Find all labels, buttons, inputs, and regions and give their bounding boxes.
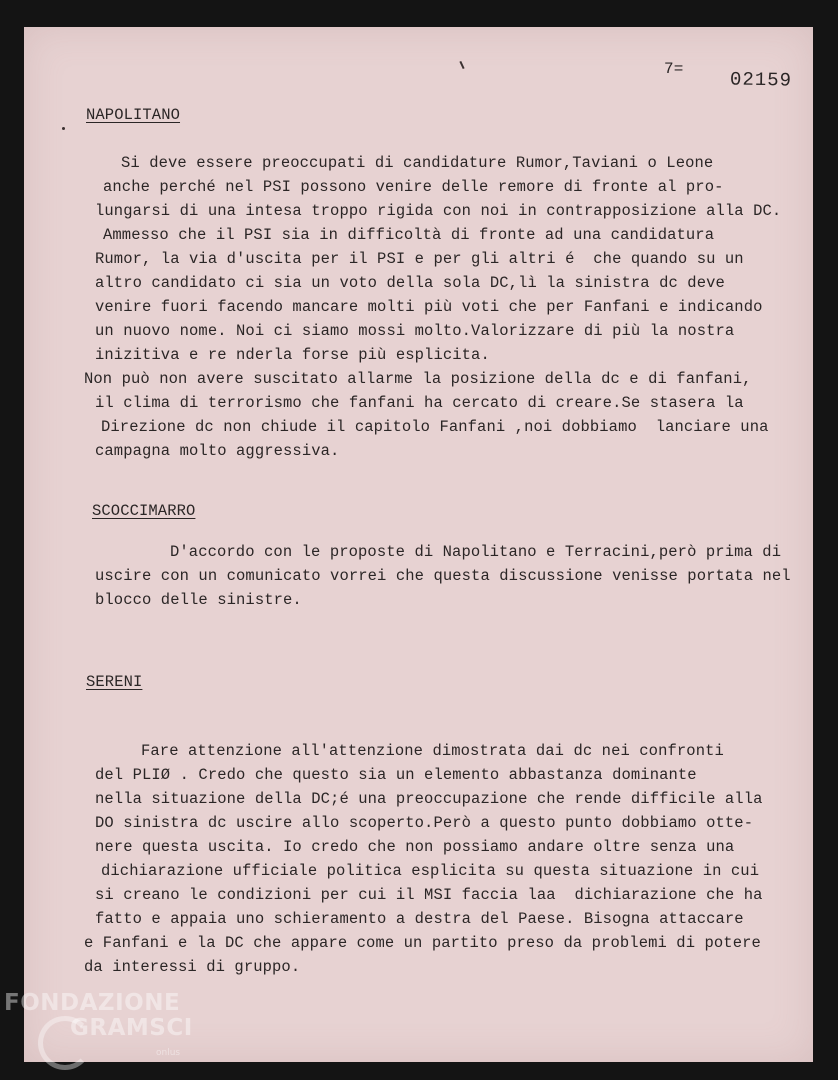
text-line: uscire con un comunicato vorrei che questa discussione venisse portata nel [95, 567, 791, 585]
text-line: Non può non avere suscitato allarme la posizione della dc e di fanfani, [84, 370, 752, 388]
text-line: Fare attenzione all'attenzione dimostrata dai dc nei confronti [141, 742, 724, 760]
text-line: Ammesso che il PSI sia in difficoltà di fronte ad una candidatura [103, 226, 715, 244]
text-line: DO sinistra dc uscire allo scoperto.Però a questo punto dobbiamo otte- [95, 814, 754, 832]
text-line: nere questa uscita. Io credo che non possiamo andare oltre senza una [95, 838, 735, 856]
watermark-line-1: FONDAZIONE [4, 990, 181, 1016]
text-line: e Fanfani e la DC che appare come un partito preso da problemi di potere [84, 934, 761, 952]
text-line: dichiarazione ufficiale politica esplicita su questa situazione in cui [101, 862, 760, 880]
text-line: venire fuori facendo mancare molti più voti che per Fanfani e indicando [95, 298, 763, 316]
text-line: blocco delle sinistre. [95, 591, 302, 609]
text-line: inizitiva e re nderla forse più esplicita. [95, 346, 490, 364]
text-line: campagna molto aggressiva. [95, 442, 340, 460]
text-line: si creano le condizioni per cui il MSI faccia laa dichiarazione che ha [95, 886, 763, 904]
ink-dot [62, 127, 65, 130]
speaker-heading-sereni: SERENI [86, 673, 143, 691]
watermark-line-2: GRAMSCI [70, 1015, 193, 1041]
text-line: il clima di terrorismo che fanfani ha cercato di creare.Se stasera la [95, 394, 744, 412]
text-line: D'accordo con le proposte di Napolitano e Terracini,però prima di [170, 543, 782, 561]
text-line: anche perché nel PSI possono venire delle remore di fronte al pro- [103, 178, 724, 196]
page-number: 7= [664, 60, 684, 78]
ink-mark [459, 61, 464, 69]
text-line: da interessi di gruppo. [84, 958, 301, 976]
speaker-heading-scoccimarro: SCOCCIMARRO [92, 502, 196, 520]
text-line: fatto e appaia uno schieramento a destra del Paese. Bisogna attaccare [95, 910, 744, 928]
text-line: Si deve essere preoccupati di candidature Rumor,Taviani o Leone [121, 154, 714, 172]
text-line: Direzione dc non chiude il capitolo Fanfani ,noi dobbiamo lanciare una [101, 418, 769, 436]
text-line: Rumor, la via d'uscita per il PSI e per gli altri é che quando su un [95, 250, 744, 268]
text-line: altro candidato ci sia un voto della sola DC,lì la sinistra dc deve [95, 274, 725, 292]
text-line: del PLIØ . Credo che questo sia un elemento abbastanza dominante [95, 766, 697, 784]
text-line: un nuovo nome. Noi ci siamo mossi molto.Valorizzare di più la nostra [95, 322, 735, 340]
watermark-line-3: onlus [156, 1048, 181, 1058]
document-number: 02159 [729, 68, 793, 92]
speaker-heading-napolitano: NAPOLITANO [86, 106, 181, 124]
text-line: lungarsi di una intesa troppo rigida con noi in contrapposizione alla DC. [95, 202, 782, 220]
text-line: nella situazione della DC;é una preoccupazione che rende difficile alla [95, 790, 763, 808]
